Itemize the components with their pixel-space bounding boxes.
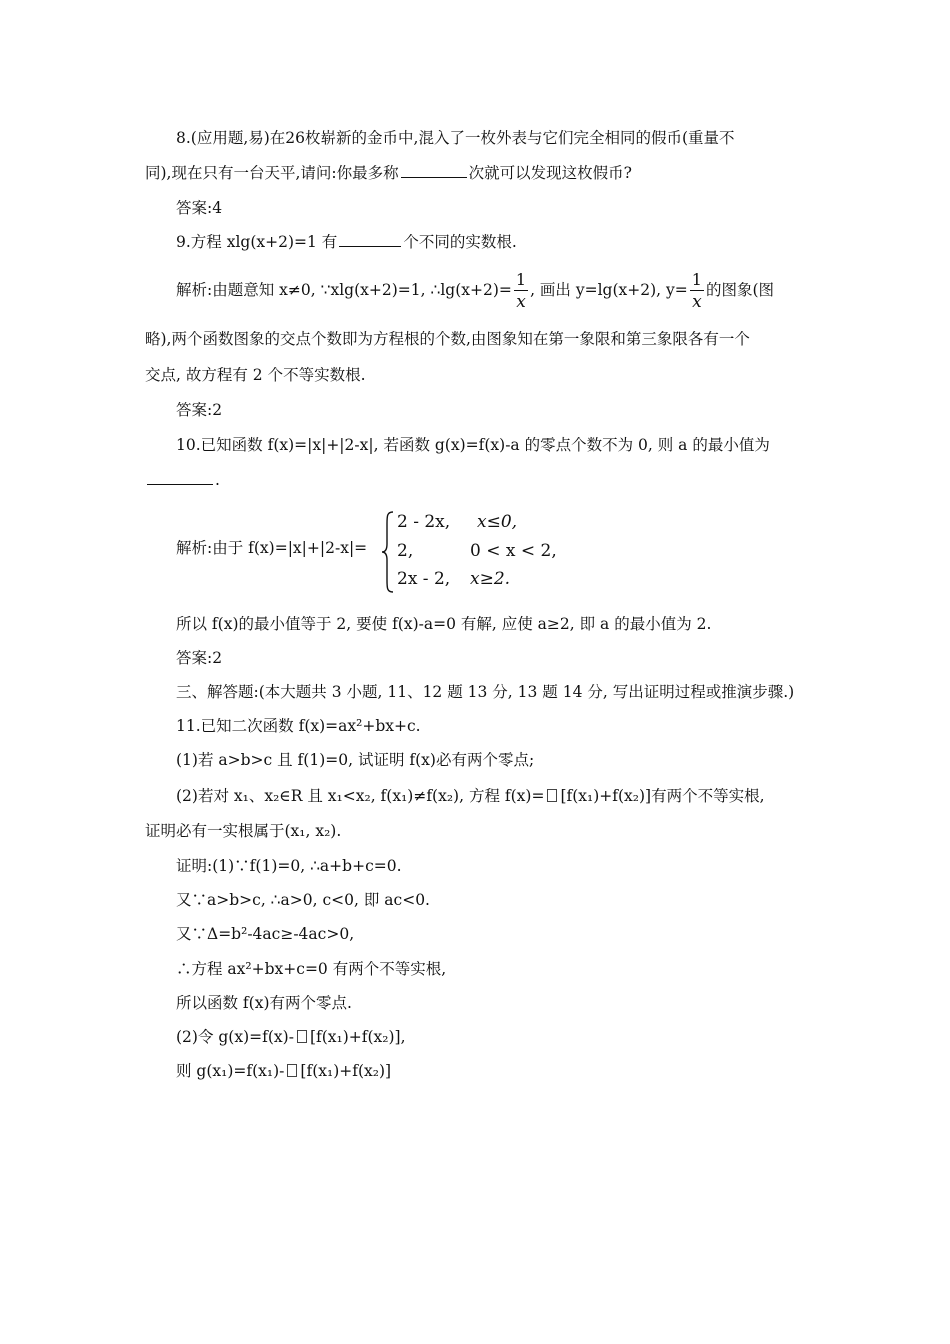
case-expr: 2x - 2, [397, 569, 451, 589]
answer-blank [401, 162, 467, 178]
q11-proof-line6 [176, 1026, 406, 1048]
q11-proof-line5: 所以函数 f(x)有两个零点. [176, 994, 352, 1012]
q11-stem: 11.已知二次函数 f(x)=ax²+bx+c. [176, 717, 421, 735]
q9-sol-text-b: , 画出 y=lg(x+2), y= [530, 281, 688, 299]
q11-part2-line1 [176, 785, 765, 807]
q8-stem-text-2b: 次就可以发现这枚假币? [468, 164, 632, 182]
q11-proof-line7 [176, 1060, 391, 1082]
q10-answer: 答案:2 [176, 649, 223, 667]
q11-proof7-text-b: [f(x₁)+f(x₂)] [300, 1062, 392, 1080]
frac-numerator: 1 [691, 269, 702, 289]
case-cond: x≥2. [470, 569, 511, 589]
q9-stem-text-b: 个不同的实数根. [403, 233, 517, 251]
q11-proof-line4: ∴方程 ax²+bx+c=0 有两个不等实根, [176, 960, 447, 978]
frac-denominator: x [692, 291, 702, 312]
case-expr: 2 - 2x, [397, 512, 451, 532]
q11-proof-line1: 证明:(1)∵f(1)=0, ∴a+b+c=0. [176, 857, 402, 875]
q10-solution-after: 所以 f(x)的最小值等于 2, 要使 f(x)-a=0 有解, 应使 a≥2, 即 a 的最小值为 2. [176, 615, 712, 633]
q9-stem-text-a: 9.方程 xlg(x+2)=1 有 [176, 233, 338, 251]
q8-stem-text-2a: 同),现在只有一台天平,请问:你最多称 [145, 164, 399, 182]
q10-solution-prefix: 解析:由于 f(x)=|x|+|2-x|= [176, 539, 368, 557]
q11-part1: (1)若 a>b>c 且 f(1)=0, 试证明 f(x)必有两个零点; [176, 751, 535, 769]
q8-answer: 答案:4 [176, 199, 223, 217]
q11-part2-text-b: [f(x₁)+f(x₂)]有两个不等实根, [560, 787, 765, 805]
piecewise-cond-2 [470, 541, 557, 561]
q10-stem-period: . [215, 471, 220, 489]
section-heading: 三、解答题:(本大题共 3 小题, 11、12 题 13 分, 13 题 14 分, 写出证明过程或推演步骤.) [176, 683, 795, 701]
fraction-1-over-x [514, 269, 528, 312]
q8-line2 [145, 162, 632, 184]
q11-part2-text-a: (2)若对 x₁、x₂∈R 且 x₁<x₂, f(x₁)≠f(x₂), 方程 f(x)= [176, 787, 545, 805]
frac-denominator: x [516, 291, 526, 312]
q8-stem-text: 8.(应用题,易)在26枚崭新的金币中,混入了一枚外表与它们完全相同的假币(重量不 [176, 129, 735, 147]
q9-solution-line1 [176, 268, 774, 312]
q9-solution-line2: 略),两个函数图象的交点个数即为方程根的个数,由图象知在第一象限和第三象限各有一个 [145, 330, 750, 348]
q10-stem-end [145, 469, 220, 491]
missing-glyph-icon [287, 1064, 297, 1077]
fraction-1-over-x [690, 269, 704, 312]
q11-proof7-text-a: 则 g(x₁)=f(x₁)- [176, 1062, 285, 1080]
frac-numerator: 1 [515, 269, 527, 289]
missing-glyph-icon [297, 1030, 307, 1043]
case-cond: 0 < x < 2, [470, 541, 557, 561]
piecewise-cond-1 [477, 512, 517, 532]
answer-blank [147, 469, 213, 485]
q11-proof-line2: 又∵a>b>c, ∴a>0, c<0, 即 ac<0. [176, 891, 430, 909]
piecewise-cond-3 [470, 569, 510, 589]
q10-stem: 10.已知函数 f(x)=|x|+|2-x|, 若函数 g(x)=f(x)-a 的零点个数不为 0, 则 a 的最小值为 [176, 436, 770, 454]
piecewise-case-3 [397, 569, 450, 589]
missing-glyph-icon [547, 789, 557, 802]
q8-line1 [176, 127, 735, 149]
q9-answer: 答案:2 [176, 401, 223, 419]
q9-stem [176, 231, 517, 253]
piecewise-case-1 [397, 512, 450, 532]
q11-proof6-text-b: [f(x₁)+f(x₂)], [309, 1028, 406, 1046]
piecewise-case-2 [397, 541, 413, 561]
q11-part2-line2: 证明必有一实根属于(x₁, x₂). [145, 822, 342, 840]
left-brace-icon [381, 510, 395, 594]
case-cond: x≤0, [477, 512, 518, 532]
q11-proof-line3: 又∵Δ=b²-4ac≥-4ac>0, [176, 925, 355, 943]
q11-proof6-text-a: (2)令 g(x)=f(x)- [176, 1028, 294, 1046]
q9-sol-text-c: 的图象(图 [705, 281, 775, 299]
q9-solution-line3: 交点, 故方程有 2 个不等实数根. [145, 366, 366, 384]
answer-blank [339, 231, 401, 247]
q9-sol-text-a: 解析:由题意知 x≠0, ∵xlg(x+2)=1, ∴lg(x+2)= [176, 281, 512, 299]
case-expr: 2, [397, 541, 414, 561]
